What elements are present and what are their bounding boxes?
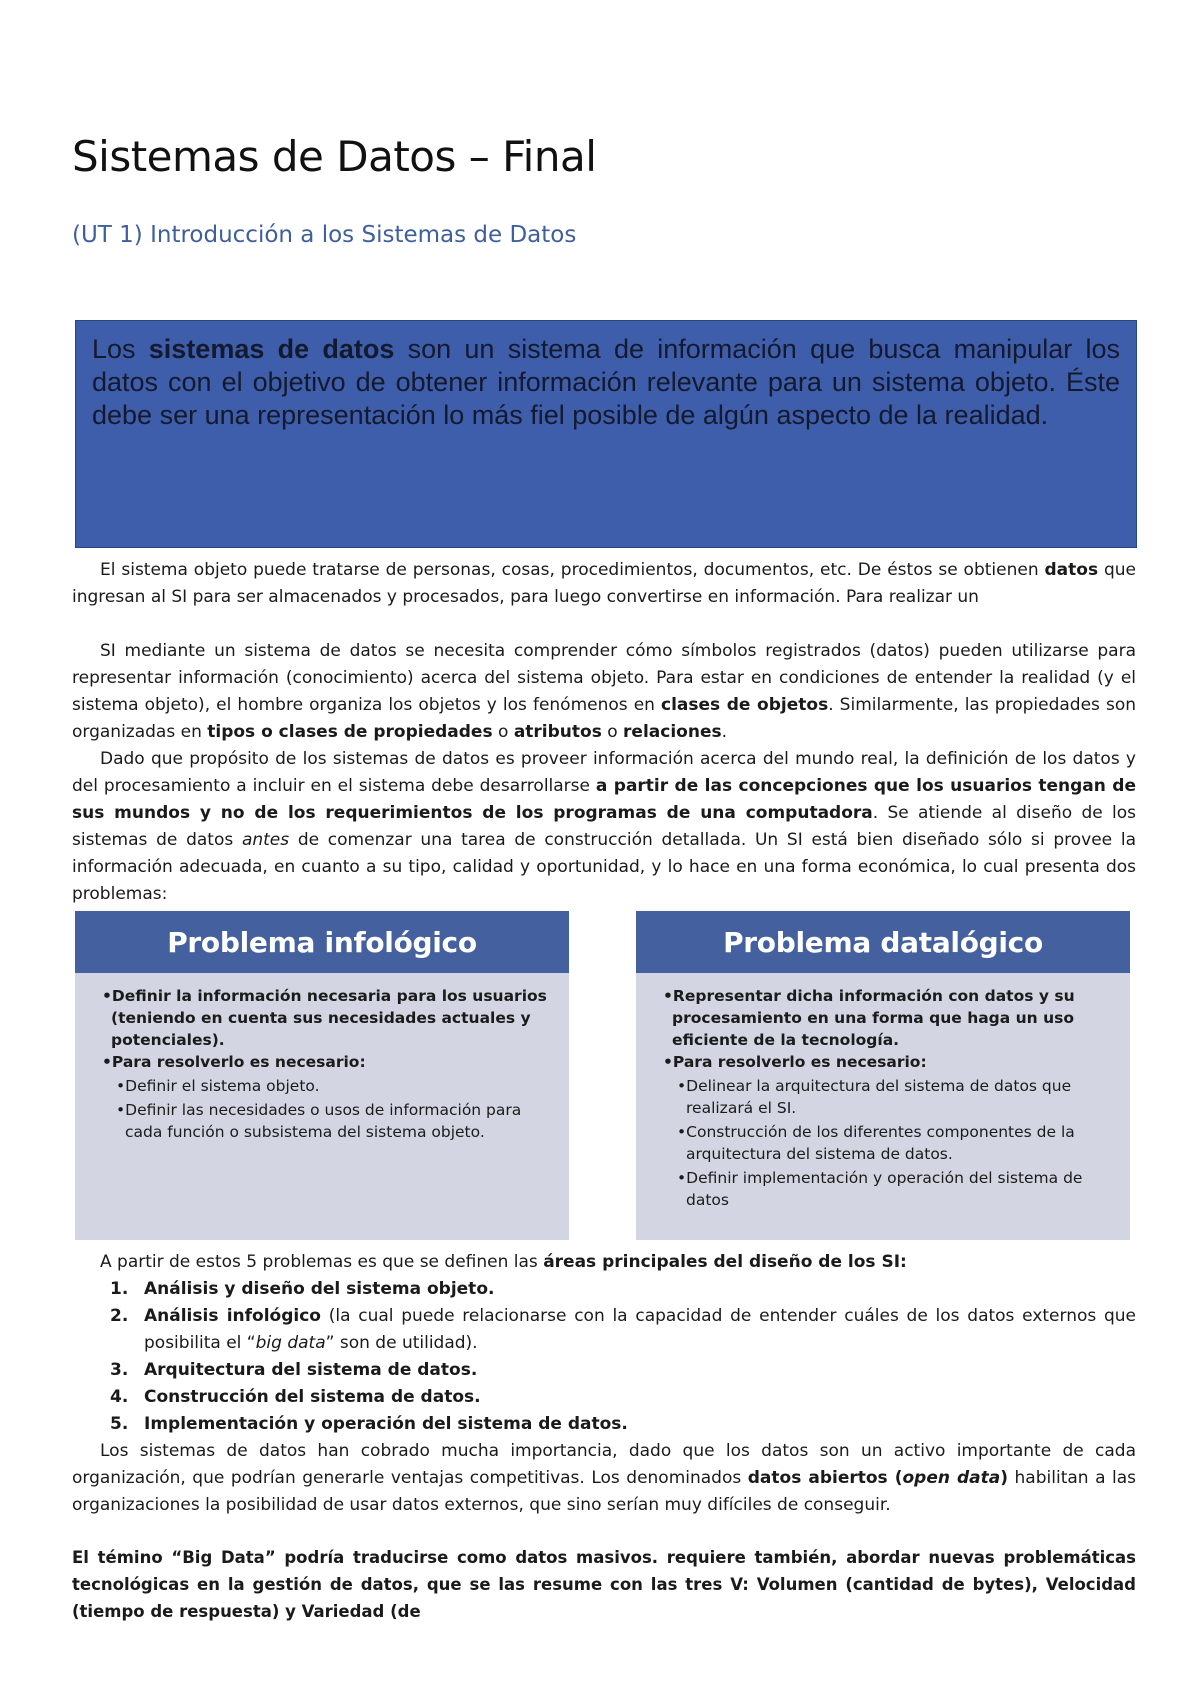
text-run: El sistema objeto puede tratarse de personas, cosas, procedimientos, documentos, etc. De éstos se obtienen: [100, 560, 1045, 580]
bold-run: relaciones: [623, 722, 722, 742]
bold-run: a partir de las concepciones que los usuarios tengan de sus mundos y no de los requerimientos de los programas de una computadora: [72, 776, 1136, 823]
list-number: 1.: [110, 1279, 129, 1299]
text-run: Dado que propósito de los sistemas de datos es proveer información acerca del mundo real, la definición de los datos y del procesamiento a incluir en el sistema debe desarrollarse: [72, 749, 1136, 796]
text-run: que ingresan al SI para ser almacenados y procesados, para luego convertirse en información. Para realizar un: [72, 560, 1136, 607]
text-run: ” son de utilidad).: [325, 1333, 478, 1353]
problem-sub-bullet: •Definir implementación y operación del sistema de datos: [677, 1169, 1083, 1209]
problem-bullet: •Definir la información necesaria para los usuarios (teniendo en cuenta sus necesidades actuales y potenciales).: [102, 987, 547, 1049]
text-run: . Se atiende al diseño de los sistemas de datos: [72, 803, 1137, 850]
list-item: [72, 1411, 1136, 1438]
bold-run: Análisis infológico: [144, 1306, 321, 1326]
list-number: 4.: [110, 1387, 129, 1407]
list-item: [72, 1303, 1136, 1357]
problem-sub-bullet: •Construcción de los diferentes componentes de la arquitectura del sistema de datos.: [677, 1123, 1075, 1163]
definition-text-part: Los: [92, 334, 149, 364]
paragraph-sistema-objeto: [72, 557, 1136, 611]
text-run: . Similarmente, las propiedades son organizadas en: [72, 695, 1136, 742]
bold-run: datos: [1044, 560, 1099, 580]
list-number: 5.: [110, 1414, 129, 1434]
problem-bullet: •Representar dicha información con datos y su procesamiento en una forma que haga un uso eficiente de la tecnología.: [663, 987, 1075, 1049]
problem-card-header: [636, 911, 1130, 973]
problem-bullet: •Para resolverlo es necesario:: [102, 1053, 366, 1071]
list-item: [72, 1357, 1136, 1384]
page-title: Sistemas de Datos – Final: [72, 132, 597, 181]
list-number: 2.: [110, 1306, 129, 1326]
italic-run: big data: [255, 1333, 326, 1353]
problem-card-body: [636, 973, 1130, 1211]
problem-card-title: Problema infológico: [167, 925, 477, 959]
text-run: SI mediante un sistema de datos se necesita comprender cómo símbolos registrados (datos) pueden utilizarse para representar información (conocimiento) acerca del sistema objeto. Para estar en condiciones de entender la realidad (y el sistema objeto), el hombre organiza los objetos y los fenómenos en: [72, 641, 1136, 715]
problem-card-header: [75, 911, 569, 973]
bold-italic-run: open data: [902, 1468, 1001, 1488]
text-run: o: [492, 722, 514, 742]
areas-list: [72, 1276, 1136, 1438]
paragraph-datos-abiertos: [72, 1438, 1136, 1519]
text-run: de comenzar una tarea de construcción detallada. Un SI está bien diseñado sólo si provee la información adecuada, en cuanto a su tipo, calidad y oportunidad, y lo hace en una forma económica, lo cual presenta dos problemas:: [72, 830, 1136, 904]
problem-card-body: [75, 973, 569, 1143]
problem-sub-bullet: •Definir el sistema objeto.: [116, 1077, 320, 1095]
bold-run: Análisis y diseño del sistema objeto.: [144, 1279, 495, 1299]
problem-card-datalogico: [636, 911, 1130, 1240]
areas-intro: [72, 1249, 1136, 1276]
text-run: (la cual puede relacionarse con la capacidad de entender cuáles de los datos externos que posibilita el “: [144, 1306, 1136, 1353]
text-run: Los sistemas de datos han cobrado mucha importancia, dado que los datos son un activo importante de cada organización, que podrían generarle ventajas competitivas. Los denominados: [72, 1441, 1136, 1488]
text-run: o: [601, 722, 624, 742]
bold-run: ): [1000, 1468, 1009, 1488]
paragraph-representacion: [72, 638, 1136, 746]
definition-text-part: son un sistema de información que busca manipular los datos con el objetivo de obtener información relevante para un sistema objeto. Éste debe ser una representación lo más fiel posible de algún aspecto de la realidad.: [92, 334, 1120, 430]
bold-run: tipos o clases de propiedades: [207, 722, 493, 742]
list-number: 3.: [110, 1360, 129, 1380]
definition-text: [92, 333, 1120, 432]
bold-run: Construcción del sistema de datos.: [144, 1387, 481, 1407]
problem-bullet: •Para resolverlo es necesario:: [663, 1053, 927, 1071]
bold-run: atributos: [513, 722, 602, 742]
list-item: [72, 1276, 1136, 1303]
italic-run: antes: [241, 830, 290, 850]
bold-run: datos abiertos (: [747, 1468, 903, 1488]
paragraph-big-data: El témino “Big Data” podría traducirse como datos masivos. requiere también, abordar nuevas problemáticas tecnológicas en la gestión de datos, que se las resume con las tres V: Volumen (cantidad de bytes), Velocidad (tiempo de respuesta) y Variedad (de: [72, 1548, 1136, 1621]
list-item: [72, 1384, 1136, 1411]
text-run: habilitan a las organizaciones la posibilidad de usar datos externos, que sino serían muy difíciles de conseguir.: [72, 1468, 1137, 1515]
bold-run: clases de objetos: [661, 695, 829, 715]
text-run: .: [721, 722, 727, 742]
text-run: A partir de estos 5 problemas es que se definen las: [100, 1252, 544, 1272]
definition-box: [75, 320, 1137, 548]
bold-run: Implementación y operación del sistema de datos.: [144, 1414, 628, 1434]
problem-sub-bullet: •Definir las necesidades o usos de información para cada función o subsistema del sistema objeto.: [116, 1101, 522, 1141]
paragraph-proposito: [72, 746, 1136, 908]
problem-card-title: Problema datalógico: [723, 925, 1043, 959]
section-subtitle: (UT 1) Introducción a los Sistemas de Datos: [72, 222, 577, 248]
problem-card-infologico: [75, 911, 569, 1240]
problem-sub-bullet: •Delinear la arquitectura del sistema de datos que realizará el SI.: [677, 1077, 1072, 1117]
definition-term: sistemas de datos: [148, 334, 395, 364]
bold-run: Arquitectura del sistema de datos.: [144, 1360, 478, 1380]
bold-run: áreas principales del diseño de los SI:: [543, 1252, 907, 1272]
